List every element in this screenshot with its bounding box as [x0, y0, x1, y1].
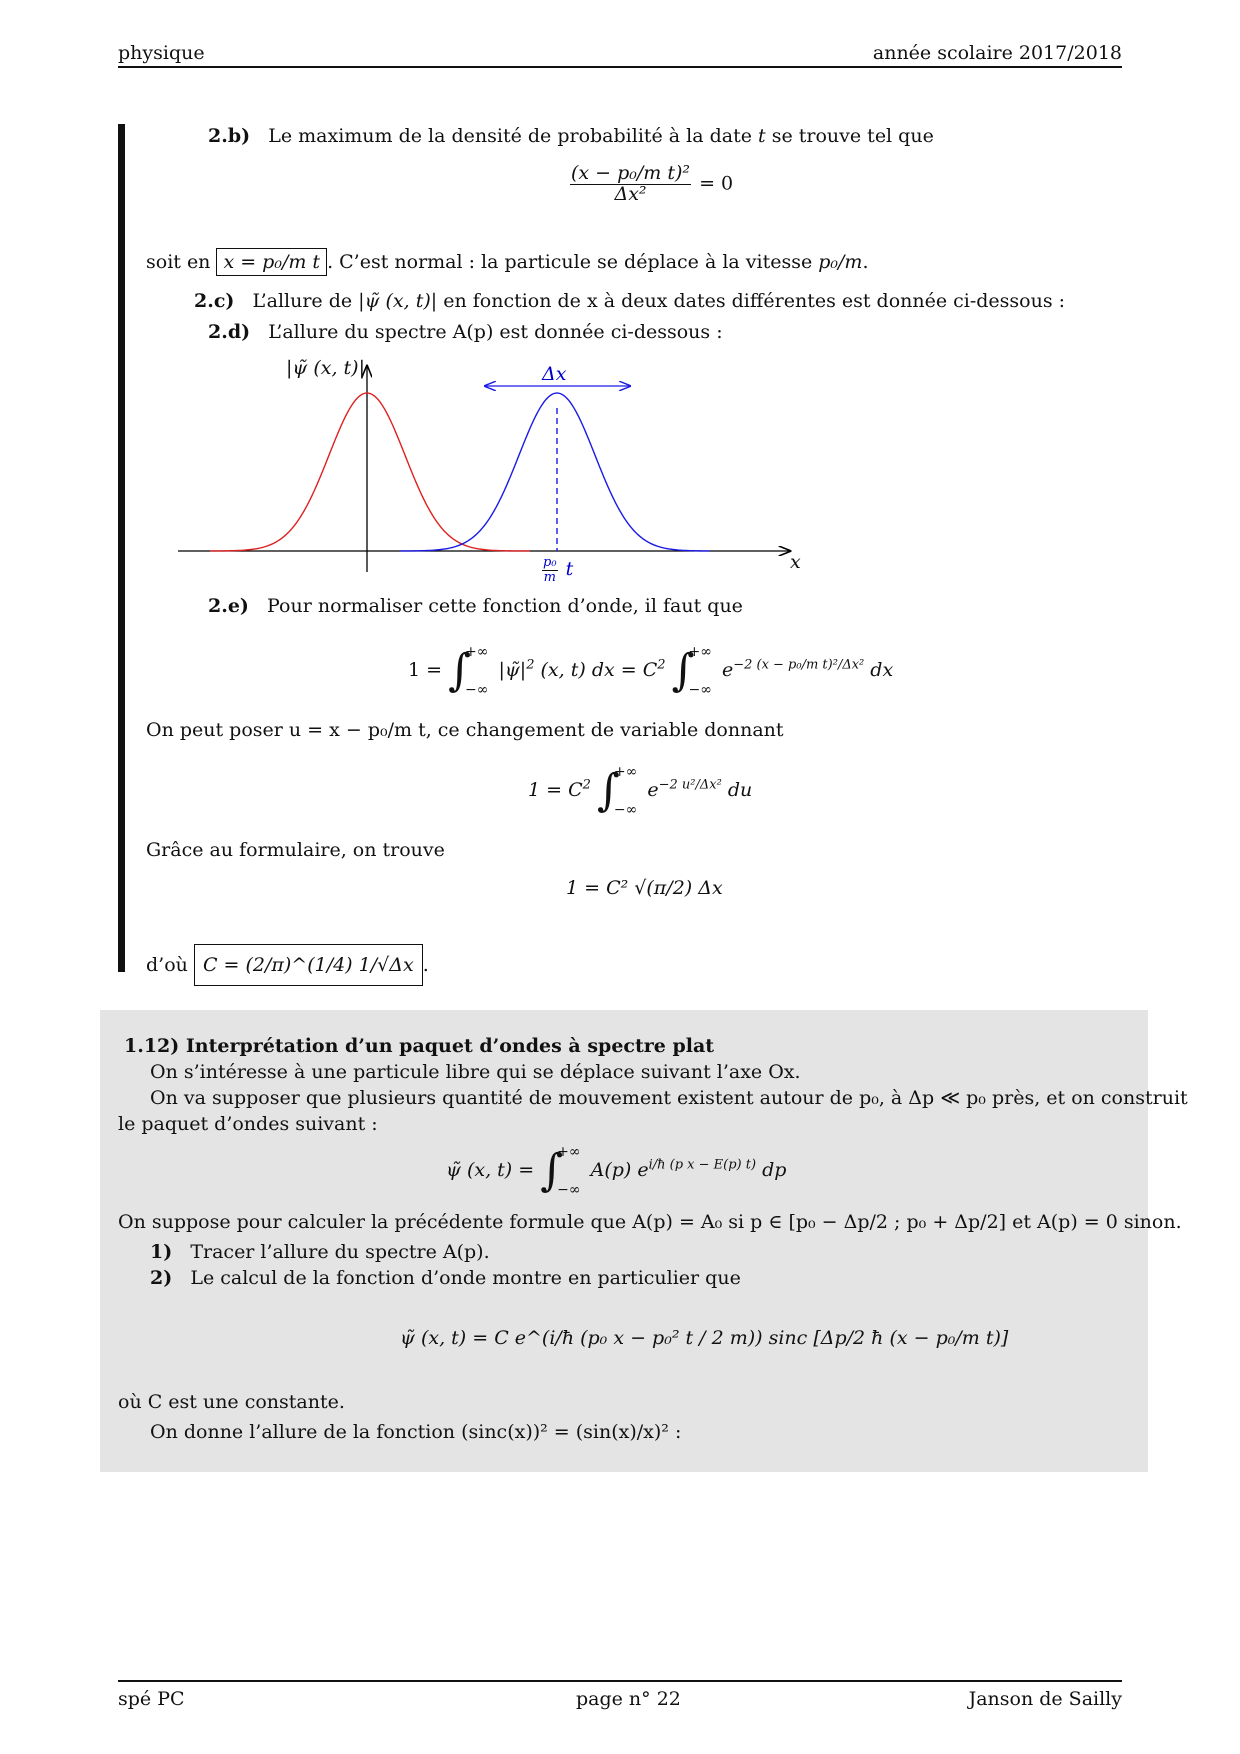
footer-left: spé PC: [118, 1688, 185, 1710]
q2e-label: 2.e): [208, 595, 249, 617]
header-left: physique: [118, 42, 205, 64]
section-eq-packet: ψ̃ (x, t) = ∫ +∞ −∞ A(p) $e^{i/ħ (p x - E(p) t)}$ dp: [446, 1144, 787, 1198]
tick-num: p₀: [543, 555, 557, 570]
q2b-conclusion: soit en x = p₀/m t . C’est normal : la particule se déplace à la vitesse p₀/m.: [146, 248, 869, 276]
section-q1-text: Tracer l’allure du spectre A(p).: [190, 1241, 490, 1263]
section-q1: [150, 1240, 490, 1264]
q2b-soit-en: soit en: [146, 251, 211, 273]
q2b-boxed: x = p₀/m t: [216, 248, 327, 276]
q2b-eq-den: Δx²: [614, 182, 647, 205]
tick-var: t: [565, 558, 574, 581]
header-rule: [118, 66, 1122, 68]
section-p2b: le paquet d’ondes suivant :: [118, 1113, 378, 1135]
x-axis-label: x: [790, 551, 801, 573]
answer-margin-bar: [118, 124, 125, 972]
curve-t0: [210, 393, 530, 551]
q2c-line: [194, 289, 1065, 313]
delta-x-label: Δx: [542, 363, 567, 385]
q2e-line: [208, 594, 743, 618]
section-title: 1.12) Interprétation d’un paquet d’ondes à spectre plat: [124, 1035, 715, 1057]
q2e-result: d’où C = (2/π)^(1/4) 1/√Δx .: [146, 944, 429, 986]
q2e-dou: d’où: [146, 954, 188, 976]
q2e-eq2: $1 = C^2$ ∫ +∞ −∞ $e^{-2 u^2/\Delta x^2}$ du: [528, 764, 753, 818]
section-eq-wave: ψ̃ (x, t) = C e^(i/ħ (p₀ x − p₀² t / 2 m)) sinc [Δp/2 ħ (x − p₀/m t)]: [400, 1327, 1009, 1349]
q2b-text: Le maximum de la densité de probabilité à la date: [268, 125, 752, 147]
footer-right: Janson de Sailly: [968, 1688, 1122, 1710]
q2e-eq1: 1 = ∫ +∞ −∞ $|\psĩ|^2$ (x, t) dx = $C^2$ ∫ +∞ −∞ $e^{-2 (x - p_0/m t)^2/\Delta x^2}$ dx: [408, 644, 894, 698]
integral-icon: ∫: [596, 765, 620, 816]
q2c-text1: L’allure de: [252, 290, 353, 312]
section-q2-text: Le calcul de la fonction d’onde montre en particulier que: [190, 1267, 741, 1289]
header-right: année scolaire 2017/2018: [872, 42, 1122, 64]
section-p2a: On va supposer que plusieurs quantité de mouvement existent autour de p₀, à Δp ≪ p₀ près, et on construit: [150, 1087, 1188, 1109]
q2b-equation: [568, 164, 733, 205]
q2b-text-end: se trouve tel que: [771, 125, 934, 147]
q2e-text: Pour normaliser cette fonction d’onde, il faut que: [267, 595, 743, 617]
section-q1-label: 1): [150, 1241, 173, 1263]
section-donne: On donne l’allure de la fonction (sinc(x))² = (sin(x)/x)² :: [150, 1421, 682, 1443]
section-ou: où C est une constante.: [118, 1391, 345, 1413]
q2e-subst: On peut poser u = x − p₀/m t, ce changement de variable donnant: [146, 719, 784, 741]
integral-icon: ∫: [448, 645, 472, 696]
wavefunction-figure: [170, 350, 810, 590]
footer-rule: [118, 1680, 1122, 1682]
q2b-normal: . C’est normal : la particule se déplace à la vitesse: [327, 251, 813, 273]
tick-label: [540, 556, 573, 584]
footer-center: page n° 22: [576, 1688, 681, 1710]
q2b-eq-num: (x − p₀/m t)²: [571, 162, 691, 184]
q2b-line: [208, 124, 934, 148]
section-p3: On suppose pour calculer la précédente formule que A(p) = A₀ si p ∈ [p₀ − Δp/2 ; p₀ + Δp/2] et A(p) = 0 sinon.: [118, 1211, 1182, 1233]
q2b-vitesse: p₀/m: [818, 251, 863, 273]
q2c-text2: en fonction de x à deux dates différentes est donnée ci-dessous :: [443, 290, 1066, 312]
integral-icon: ∫: [671, 645, 695, 696]
q2b-label: 2.b): [208, 125, 251, 147]
integral-icon: ∫: [540, 1145, 564, 1196]
q2e-boxed: C = (2/π)^(1/4) 1/√Δx: [194, 944, 423, 986]
q2c-psi: |ψ̃ (x, t)|: [358, 290, 438, 312]
section-p1: On s’intéresse à une particule libre qui se déplace suivant l’axe Ox.: [150, 1061, 801, 1083]
q2d-text: L’allure du spectre A(p) est donnée ci-dessous :: [268, 321, 723, 343]
section-q2: [150, 1266, 741, 1290]
q2b-eq-rhs: = 0: [699, 172, 734, 195]
q2d-label: 2.d): [208, 321, 251, 343]
section-q2-label: 2): [150, 1267, 173, 1289]
q2e-grace: Grâce au formulaire, on trouve: [146, 839, 445, 861]
q2e-eq3: 1 = C² √(π/2) Δx: [566, 877, 723, 899]
curve-t: [400, 393, 710, 551]
q2d-line: [208, 320, 723, 344]
tick-den: m: [543, 569, 556, 585]
q2c-label: 2.c): [194, 290, 235, 312]
y-axis-label: |ψ̃ (x, t)|: [286, 357, 365, 379]
q2b-var: t: [758, 125, 766, 147]
